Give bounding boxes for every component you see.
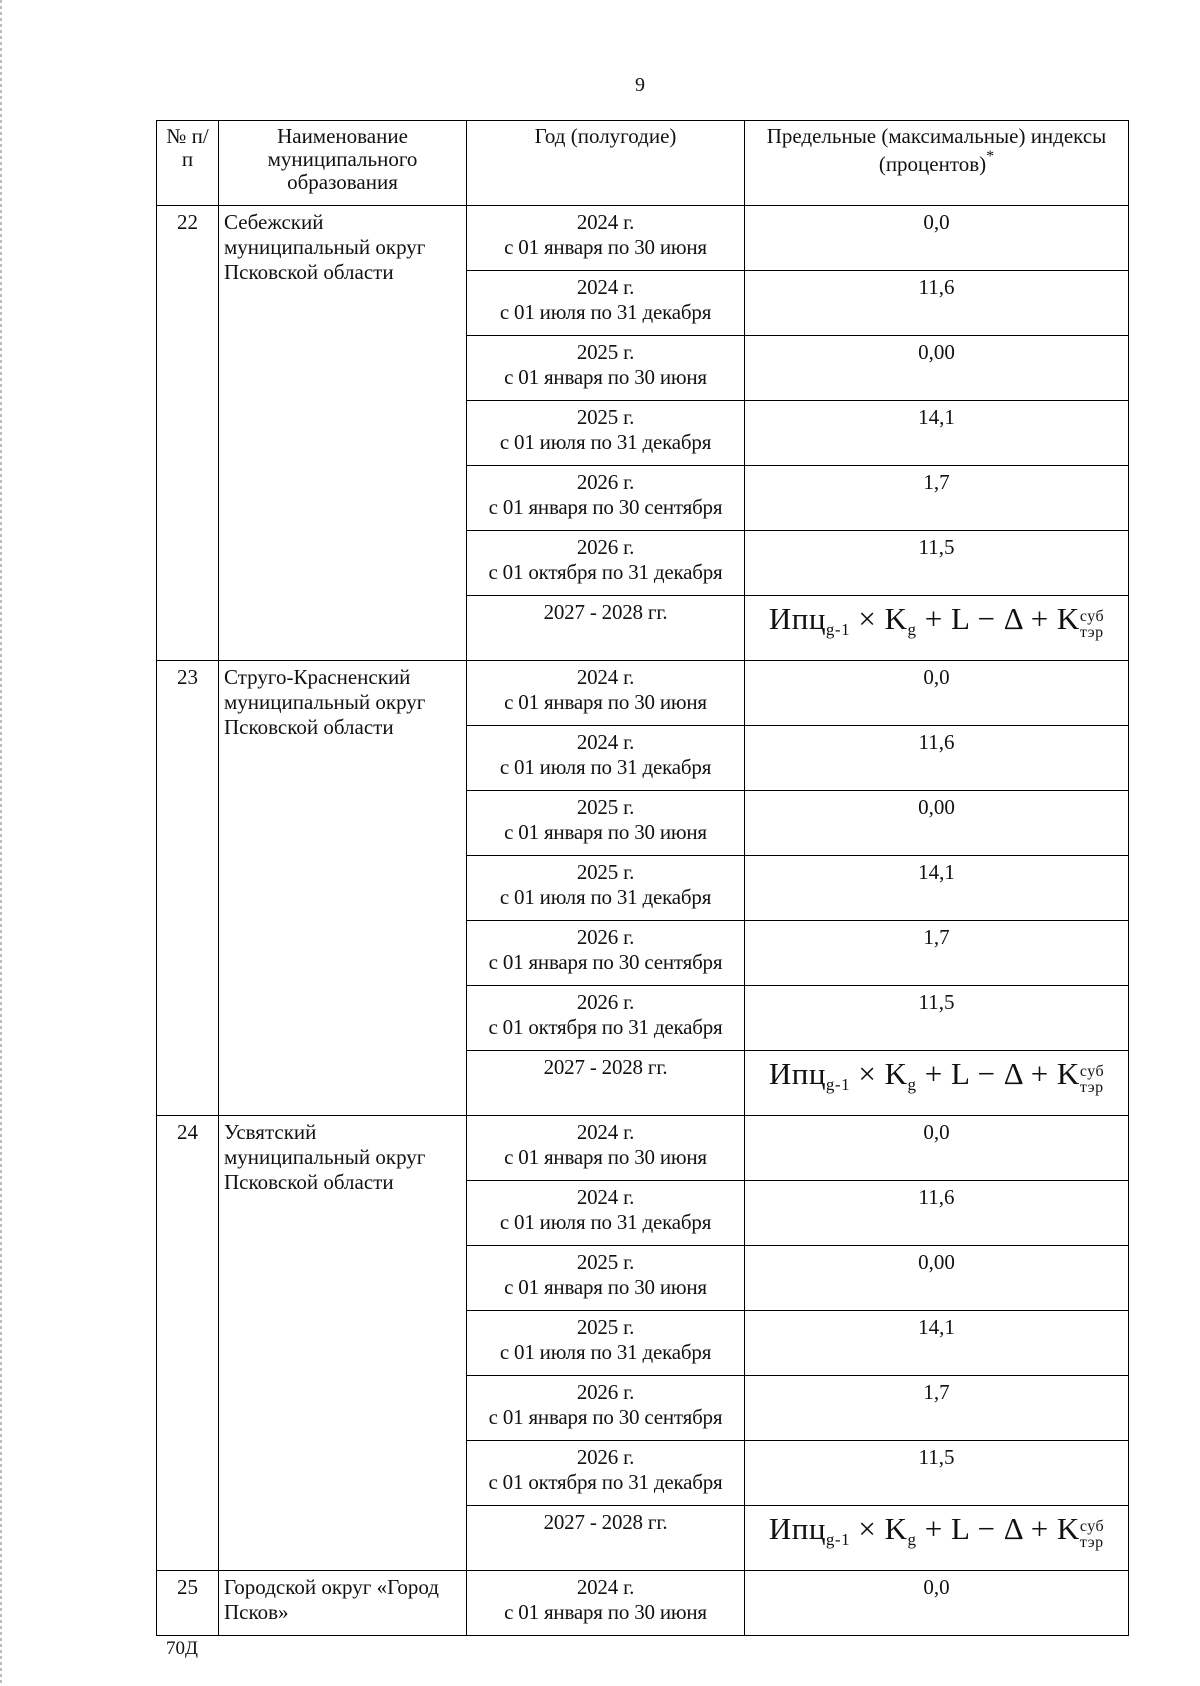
period-cell	[467, 466, 745, 531]
period-range: с 01 января по 30 сентября	[488, 1405, 723, 1430]
period-cell	[467, 206, 745, 271]
period-year: 2024 г.	[576, 275, 635, 299]
period-year: 2027 - 2028 гг.	[543, 600, 668, 624]
index-value: 0,00	[745, 1246, 1129, 1311]
formula-base: Ипц	[768, 601, 826, 636]
formula-k2-sub: тэр	[1079, 1534, 1104, 1551]
index-value: 0,0	[745, 206, 1129, 271]
formula-times: × K	[850, 1056, 908, 1091]
period-range: с 01 июля по 31 декабря	[499, 1210, 712, 1235]
header-index-text: Предельные (максимальные) индексы (процентов)	[766, 124, 1107, 177]
period-cell	[467, 336, 745, 401]
formula-base: Ипц	[768, 1056, 826, 1091]
formula-k2-sup: суб	[1079, 1518, 1105, 1535]
header-index	[745, 121, 1129, 206]
period-range: с 01 января по 30 июня	[504, 365, 707, 390]
municipality-name: Усвятский муниципальный округ Псковской области	[219, 1116, 467, 1571]
index-formula	[745, 1051, 1129, 1116]
period-cell	[467, 271, 745, 336]
table-row	[157, 1116, 1129, 1181]
index-value: 11,6	[745, 726, 1129, 791]
period-range: с 01 января по 30 июня	[504, 235, 707, 260]
period-year: 2025 г.	[576, 340, 635, 364]
formula-k2-sup: суб	[1079, 608, 1105, 625]
index-value: 0,0	[745, 1116, 1129, 1181]
formula-tail: + L − Δ + K	[916, 1056, 1080, 1091]
period-cell	[467, 1441, 745, 1506]
period-year: 2026 г.	[576, 470, 635, 494]
index-formula	[745, 1506, 1129, 1571]
period-cell	[467, 726, 745, 791]
period-range: с 01 января по 30 июня	[504, 820, 707, 845]
index-value: 14,1	[745, 856, 1129, 921]
document-code: 70Д	[166, 1638, 198, 1659]
formula-base-sub: g-1	[825, 1530, 851, 1549]
index-value: 11,5	[745, 1441, 1129, 1506]
index-value: 0,0	[745, 1571, 1129, 1636]
row-number: 22	[157, 206, 219, 661]
formula-tail: + L − Δ + K	[916, 1511, 1080, 1546]
period-cell	[467, 1571, 745, 1636]
index-formula	[745, 596, 1129, 661]
period-range: с 01 октября по 31 декабря	[488, 1470, 723, 1495]
index-value: 0,0	[745, 661, 1129, 726]
period-range: с 01 июля по 31 декабря	[499, 300, 712, 325]
period-range: с 01 октября по 31 декабря	[488, 560, 723, 585]
index-value: 1,7	[745, 921, 1129, 986]
period-year: 2026 г.	[576, 925, 635, 949]
formula-k2-indices	[1080, 1519, 1104, 1551]
period-year: 2024 г.	[576, 1575, 635, 1599]
table-body	[157, 206, 1129, 1636]
period-year: 2027 - 2028 гг.	[543, 1510, 668, 1534]
period-year: 2024 г.	[576, 665, 635, 689]
formula-k2-sup: суб	[1079, 1063, 1105, 1080]
table-row	[157, 1571, 1129, 1636]
index-value: 0,00	[745, 336, 1129, 401]
tariff-index-table	[156, 120, 1129, 1636]
index-value: 11,5	[745, 531, 1129, 596]
formula-base-sub: g-1	[825, 620, 851, 639]
period-year: 2025 г.	[576, 1250, 635, 1274]
period-year: 2027 - 2028 гг.	[543, 1055, 668, 1079]
period-range: с 01 июля по 31 декабря	[499, 885, 712, 910]
index-value: 0,00	[745, 791, 1129, 856]
municipality-name: Себежский муниципальный округ Псковской области	[219, 206, 467, 661]
formula-base: Ипц	[768, 1511, 826, 1546]
period-year: 2024 г.	[576, 1120, 635, 1144]
period-year: 2026 г.	[576, 1380, 635, 1404]
row-number: 25	[157, 1571, 219, 1636]
period-year: 2025 г.	[576, 795, 635, 819]
period-cell	[467, 1051, 745, 1116]
formula-base-sub: g-1	[825, 1075, 851, 1094]
period-cell	[467, 921, 745, 986]
period-cell	[467, 1116, 745, 1181]
period-range: с 01 января по 30 сентября	[488, 950, 723, 975]
municipality-name: Городской округ «Город Псков»	[219, 1571, 467, 1636]
formula-k-sub: g	[907, 1075, 917, 1094]
period-range: с 01 января по 30 сентября	[488, 495, 723, 520]
period-year: 2024 г.	[576, 1185, 635, 1209]
period-year: 2025 г.	[576, 405, 635, 429]
formula-k-sub: g	[907, 1530, 917, 1549]
period-cell	[467, 1506, 745, 1571]
index-value: 1,7	[745, 1376, 1129, 1441]
period-year: 2026 г.	[576, 535, 635, 559]
index-value: 14,1	[745, 401, 1129, 466]
period-range: с 01 января по 30 июня	[504, 1275, 707, 1300]
footnote-asterisk: *	[986, 148, 995, 166]
period-year: 2026 г.	[576, 990, 635, 1014]
formula-times: × K	[850, 601, 908, 636]
row-number: 23	[157, 661, 219, 1116]
formula-times: × K	[850, 1511, 908, 1546]
index-value: 11,6	[745, 271, 1129, 336]
period-cell	[467, 531, 745, 596]
index-value: 11,6	[745, 1181, 1129, 1246]
period-range: с 01 июля по 31 декабря	[499, 430, 712, 455]
period-cell	[467, 1376, 745, 1441]
period-year: 2025 г.	[576, 1315, 635, 1339]
header-name: Наименование муниципального образования	[219, 121, 467, 206]
period-year: 2025 г.	[576, 860, 635, 884]
period-range: с 01 января по 30 июня	[504, 1600, 707, 1625]
formula-k2-sub: тэр	[1079, 624, 1104, 641]
period-year: 2024 г.	[576, 730, 635, 754]
period-cell	[467, 661, 745, 726]
period-year: 2024 г.	[576, 210, 635, 234]
formula-k2-indices	[1080, 1064, 1104, 1096]
period-cell	[467, 856, 745, 921]
period-range: с 01 июля по 31 декабря	[499, 1340, 712, 1365]
period-range: с 01 июля по 31 декабря	[499, 755, 712, 780]
period-range: с 01 октября по 31 декабря	[488, 1015, 723, 1040]
row-number: 24	[157, 1116, 219, 1571]
index-value: 11,5	[745, 986, 1129, 1051]
formula-tail: + L − Δ + K	[916, 601, 1080, 636]
index-value: 1,7	[745, 466, 1129, 531]
formula-k2-indices	[1080, 609, 1104, 641]
header-num: № п/п	[157, 121, 219, 206]
formula-k2-sub: тэр	[1079, 1079, 1104, 1096]
table-header-row	[157, 121, 1129, 206]
header-period: Год (полугодие)	[467, 121, 745, 206]
period-year: 2026 г.	[576, 1445, 635, 1469]
period-cell	[467, 986, 745, 1051]
period-cell	[467, 791, 745, 856]
period-cell	[467, 1246, 745, 1311]
formula-k-sub: g	[907, 620, 917, 639]
period-cell	[467, 1311, 745, 1376]
table-row	[157, 206, 1129, 271]
period-cell	[467, 596, 745, 661]
period-cell	[467, 1181, 745, 1246]
scan-margin-line	[0, 0, 2, 1686]
table-row	[157, 661, 1129, 726]
period-cell	[467, 401, 745, 466]
index-value: 14,1	[745, 1311, 1129, 1376]
period-range: с 01 января по 30 июня	[504, 1145, 707, 1170]
municipality-name: Струго-Красненский муниципальный округ Псковской области	[219, 661, 467, 1116]
page-number: 9	[635, 74, 645, 96]
period-range: с 01 января по 30 июня	[504, 690, 707, 715]
